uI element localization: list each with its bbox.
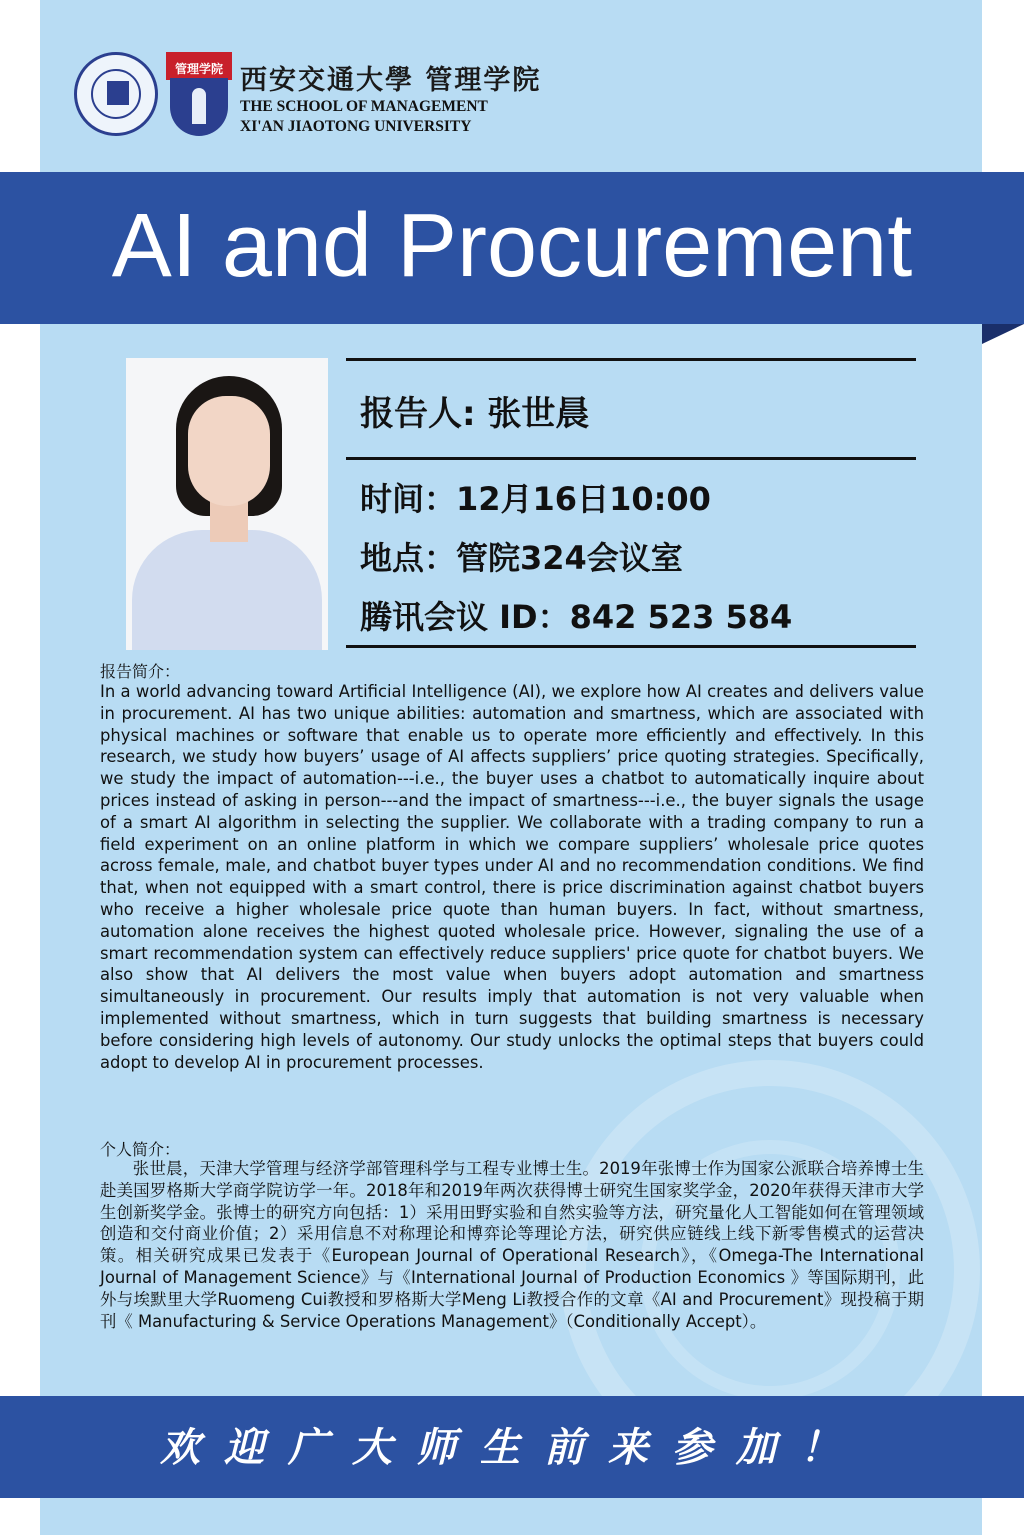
- event-time: 时间：12月16日10:00: [360, 480, 711, 518]
- speaker-photo: [126, 358, 328, 650]
- talk-title: AI and Procurement: [111, 196, 913, 296]
- university-name-english: XI'AN JIAOTONG UNIVERSITY: [240, 118, 472, 135]
- abstract-text: In a world advancing toward Artificial Intelligence (AI), we explore how AI creates and delivers value in procurement. AI has two unique abilities: automation and smartness, which are associated with physical machines or software that enable us to operate more efficiently and effectively. In this research, we study how buyers’ usage of AI affects suppliers’ price quoting strategies. Specifically, we study the impact of automation---i.e., the buyer uses a chatbot to automatically inquire about prices instead of asking in person---and the impact of smartness---i.e., the buyer signals the usage of a smart AI algorithm in selecting the supplier. We collaborate with a trading company to run a field experiment on an online platform in which we compare suppliers’ wholesale price quotes across female, male, and chatbot buyer types under AI and no recommendation conditions. We find that, when not equipped with a smart control, there is price discrimination against chatbot buyers who receive a higher wholesale price quote than human buyers. In fact, without smartness, automation alone receives the highest quoted wholesale price. However, signaling the use of a smart recommendation system can effectively reduce suppliers' price quote for chatbot buyers. We also show that AI delivers the most value when buyers adopt automation and smartness simultaneously in procurement. Our results imply that automation is not very valuable when implemented without smartness, which in turn suggests that building smartness is necessary before considering high levels of autonomy. Our study unlocks the optimal steps that buyers could adopt to develop AI in procurement processes.: [100, 682, 924, 1072]
- meeting-id: 腾讯会议 ID：842 523 584: [360, 598, 793, 636]
- photo-face: [188, 396, 270, 506]
- bio-label: 个人简介：: [100, 1140, 181, 1159]
- event-location: 地点：管院324会议室: [360, 539, 683, 577]
- school-of-management-logo: [166, 52, 232, 138]
- school-name-chinese: 西安交通大學 管理学院: [240, 65, 542, 96]
- speaker-name: 报告人: 张世晨: [360, 394, 590, 434]
- som-logo-tower: [192, 88, 206, 124]
- divider-middle: [346, 457, 916, 460]
- banner-fold: [982, 324, 1024, 344]
- xjtu-logo-emblem: [107, 81, 129, 105]
- som-logo-label: 管理学院: [166, 52, 232, 80]
- bio-text: 张世晨，天津大学管理与经济学部管理科学与工程专业博士生。2019年张博士作为国家公派联合培养博士生赴美国罗格斯大学商学院访学一年。2018年和2019年两次获得博士研究生国家奖学金，2020年获得天津市大学生创新奖学金。张博士的研究方向包括：1）采用田野实验和自然实验等方法，研究量化人工智能如何在管理领域创造和交付商业价值；2）采用信息不对称理论和博弈论等理论方法，研究供应链线上线下新零售模式的运营决策。相关研究成果已发表于《European Journal of Operational Research》，《Omega-The International Journal of Management Science》与《International Journal of Production Economics 》等国际期刊，此外与埃默里大学Ruomeng Cui教授和罗格斯大学Meng Li教授合作的文章《AI and Procurement》现投稿于期刊《 Manufacturing & Service Operations Management》（Conditionally Accept）。: [100, 1159, 924, 1331]
- divider-bottom: [346, 645, 916, 648]
- welcome-message: 欢迎广大师生前来参加！: [160, 1424, 864, 1471]
- divider-top: [346, 358, 916, 361]
- xjtu-logo: [74, 52, 158, 136]
- abstract-label: 报告简介：: [100, 662, 181, 681]
- school-name-english: THE SCHOOL OF MANAGEMENT: [240, 98, 488, 115]
- photo-shirt: [132, 530, 322, 650]
